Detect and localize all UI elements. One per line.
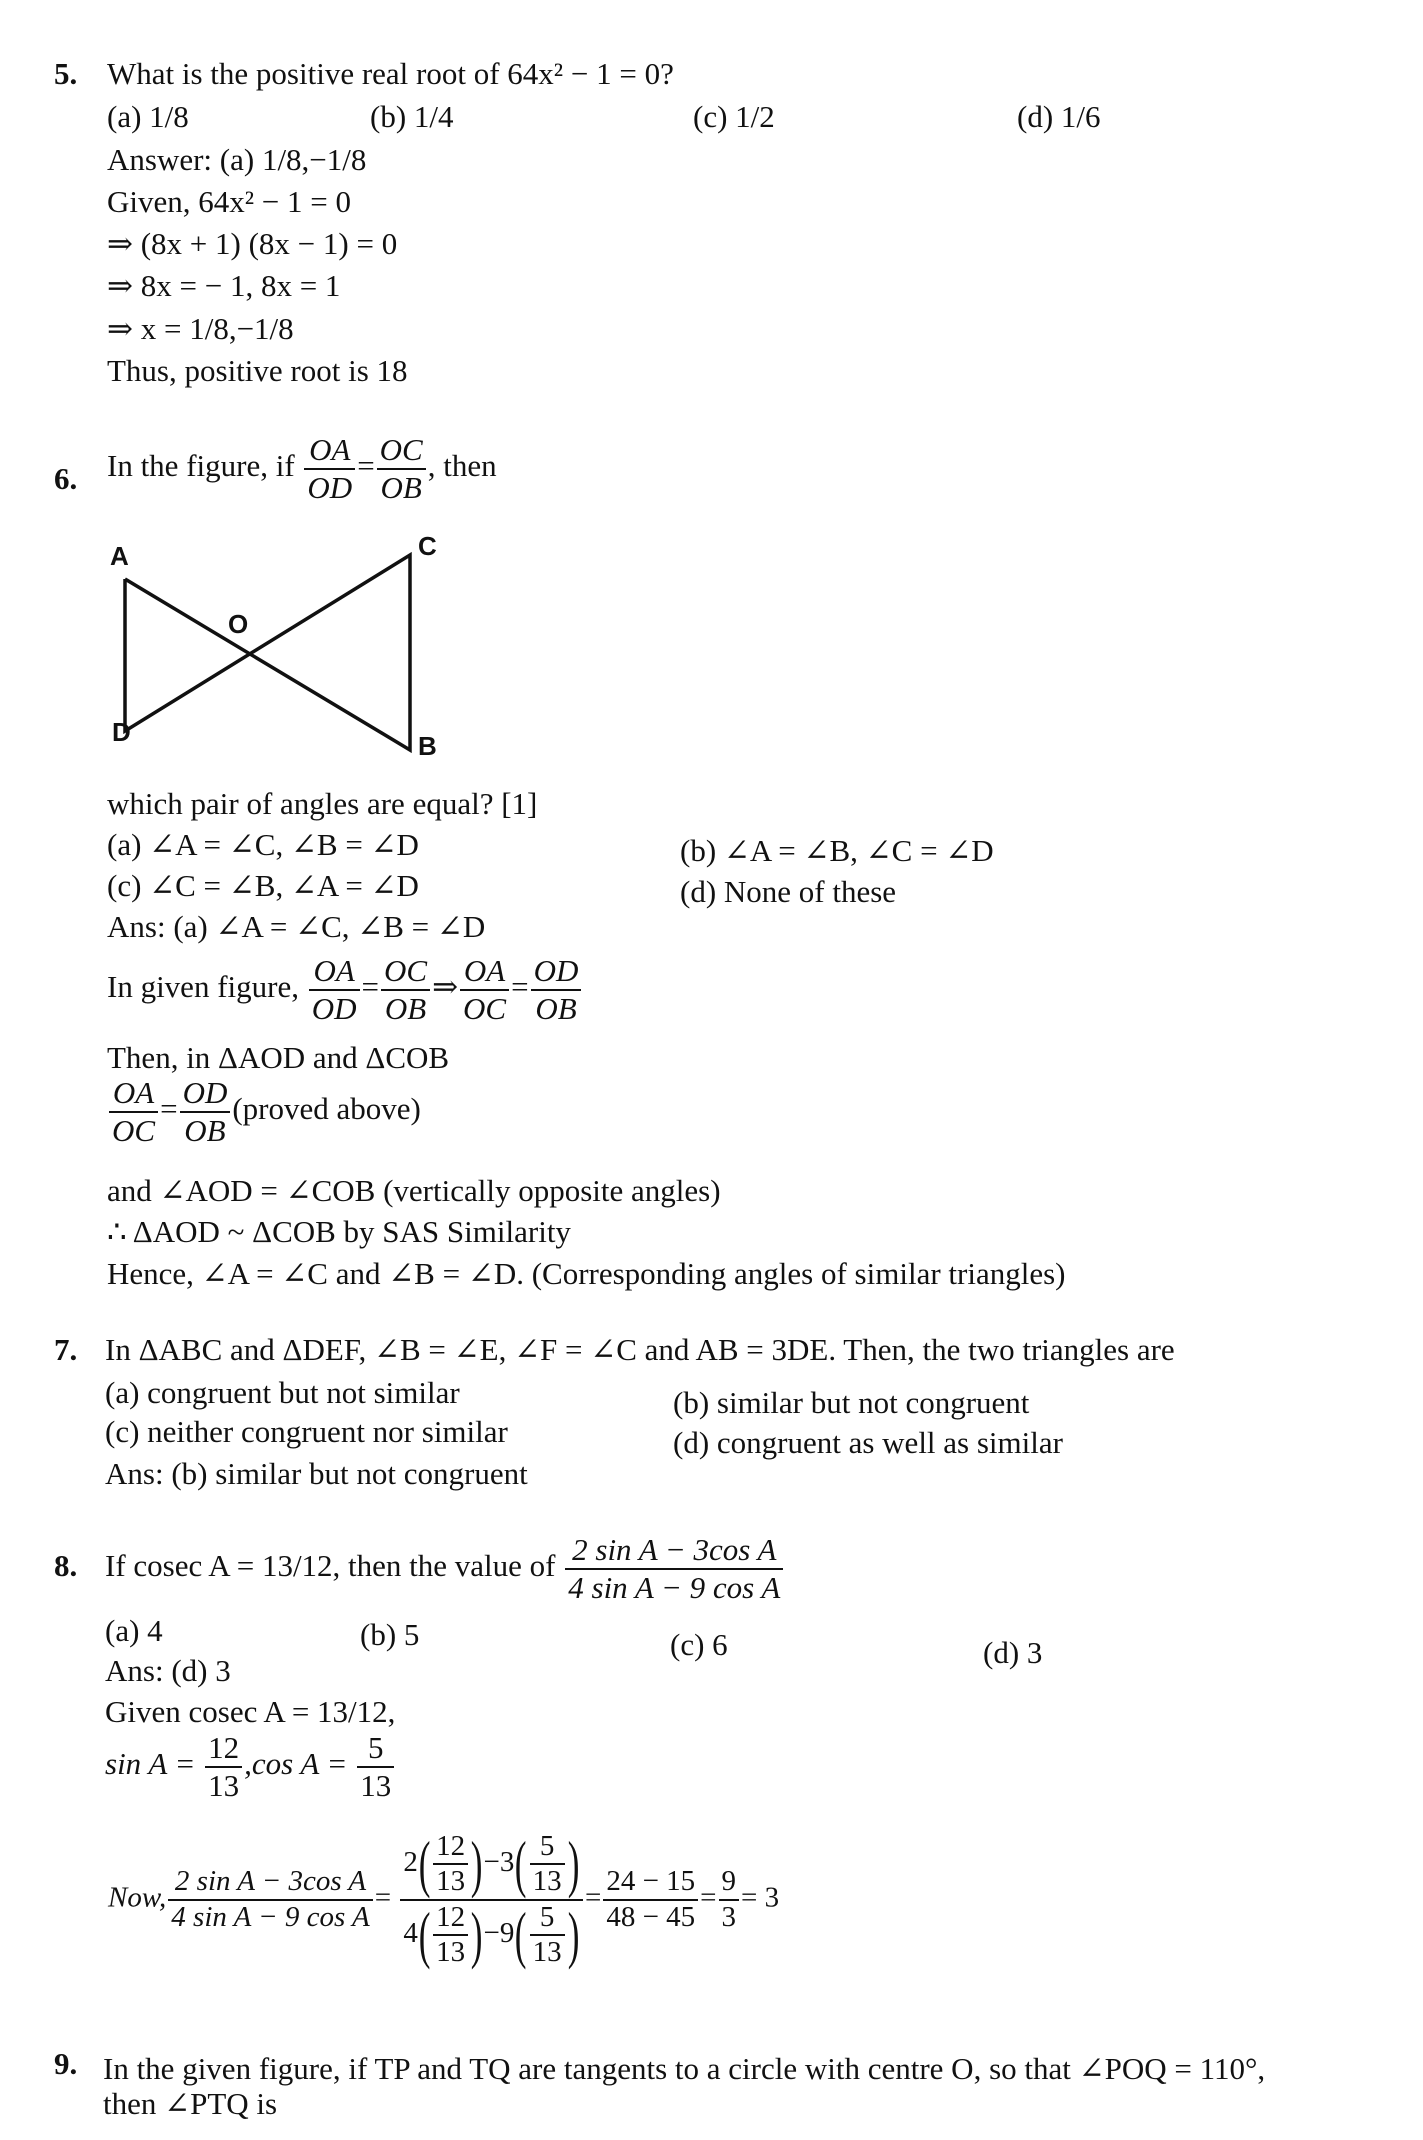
denominator: 13 <box>532 1936 562 1969</box>
fraction-expression <box>565 1532 783 1605</box>
now-label: Now, <box>108 1881 167 1914</box>
denominator: OD <box>311 990 357 1026</box>
left-paren: ( <box>418 1899 431 1971</box>
fraction-5-13 <box>357 1730 394 1803</box>
equals-sign: = <box>511 968 529 1004</box>
coefficient: 9 <box>499 1916 515 1949</box>
numerator: 12 <box>433 1901 468 1936</box>
q8-option-c: (c) 6 <box>670 1627 728 1662</box>
q5-option-b: (b) 1/4 <box>370 99 454 134</box>
q7-answer: Ans: (b) similar but not congruent <box>105 1456 528 1491</box>
numerator: 2 sin A − 3cos A <box>168 1865 372 1900</box>
q8-sin-cos-line <box>105 1730 396 1803</box>
numerator: 24 − 15 <box>603 1865 698 1900</box>
equals-sign: = <box>584 1881 602 1914</box>
equals-sign: = <box>361 968 379 1004</box>
fraction-oc-ob <box>381 953 430 1026</box>
q9-question-line-2: then ∠PTQ is <box>103 2086 278 2121</box>
q8-option-d: (d) 3 <box>983 1635 1043 1670</box>
q6-hence-line: Hence, ∠A = ∠C and ∠B = ∠D. (Corresponding angles of similar triangles) <box>107 1256 1066 1291</box>
q6-question-2: which pair of angles are equal? [1] <box>107 786 538 821</box>
minus-sign: − <box>483 1916 500 1949</box>
numerator <box>400 1830 583 1901</box>
denominator: 13 <box>208 1767 240 1803</box>
q5-option-c: (c) 1/2 <box>693 99 775 134</box>
figure-label-b: B <box>418 731 437 761</box>
fraction-9-3 <box>719 1865 740 1934</box>
cos-label: ,cos A = <box>244 1745 348 1781</box>
final-result: = 3 <box>741 1881 780 1914</box>
right-paren: ) <box>567 1828 580 1900</box>
q6-question-text: In the figure, if <box>107 447 295 483</box>
denominator: OC <box>112 1112 156 1148</box>
q6-question-text: , then <box>427 447 497 483</box>
figure-label-o: O <box>228 609 249 639</box>
fraction-5-13 <box>530 1901 565 1970</box>
fraction-12-13 <box>433 1901 468 1970</box>
q8-now-equation <box>108 1830 779 1969</box>
q5-line: ⇒ x = 1/8,−1/8 <box>107 311 294 346</box>
numerator: 12 <box>205 1730 242 1768</box>
left-paren: ( <box>418 1828 431 1900</box>
numerator: OD <box>180 1075 231 1113</box>
q6-option-c: (c) ∠C = ∠B, ∠A = ∠D <box>107 868 419 903</box>
figure-label-a: A <box>110 541 129 571</box>
numerator: OC <box>381 953 430 991</box>
q7-option-a: (a) congruent but not similar <box>105 1375 460 1410</box>
fraction-12-13 <box>433 1830 468 1899</box>
fraction-expression <box>168 1865 372 1934</box>
q7-number: 7. <box>54 1332 78 1367</box>
q8-question <box>105 1532 785 1605</box>
implies-symbol: ⇒ <box>432 968 459 1004</box>
left-paren: ( <box>515 1899 527 1971</box>
proved-above-text: (proved above) <box>232 1090 421 1126</box>
q8-number: 8. <box>54 1548 78 1583</box>
denominator: OB <box>184 1112 226 1148</box>
q8-question-text: If cosec A = 13/12, then the value of <box>105 1547 556 1583</box>
denominator: OD <box>307 469 353 505</box>
denominator: 4 sin A − 9 cos A <box>171 1900 370 1933</box>
q9-question-line-1: In the given figure, if TP and TQ are tangents to a circle with centre O, so that ∠POQ = 110°, <box>103 2051 1266 2086</box>
q6-option-a: (a) ∠A = ∠C, ∠B = ∠D <box>107 827 419 862</box>
equals-sign: = <box>700 1881 717 1914</box>
q6-number: 6. <box>54 461 78 496</box>
coefficient: 4 <box>403 1916 418 1949</box>
denominator: OB <box>535 990 577 1026</box>
fraction-oa-oc <box>109 1075 158 1148</box>
denominator: 13 <box>436 1936 466 1969</box>
denominator: OB <box>384 990 427 1026</box>
q6-question <box>107 432 497 505</box>
fraction-arithmetic <box>603 1865 698 1934</box>
numerator: 12 <box>433 1830 468 1865</box>
denominator: 3 <box>721 1900 737 1933</box>
denominator: 13 <box>532 1865 562 1898</box>
given-text: In given figure, <box>107 968 299 1004</box>
q5-answer: Answer: (a) 1/8,−1/8 <box>107 142 367 177</box>
q6-then-line: Then, in ΔAOD and ΔCOB <box>107 1040 450 1075</box>
denominator <box>400 1901 583 1970</box>
q5-line: ⇒ (8x + 1) (8x − 1) = 0 <box>107 226 398 261</box>
numerator: OA <box>304 432 355 470</box>
denominator: OC <box>463 990 507 1026</box>
q6-proved-line <box>107 1075 421 1148</box>
q6-sas-line: ∴ ΔAOD ~ ΔCOB by SAS Similarity <box>107 1214 571 1249</box>
coefficient: 2 <box>403 1846 418 1878</box>
fraction-oc-ob <box>377 432 426 505</box>
q6-given-line <box>107 953 583 1026</box>
q5-question: What is the positive real root of 64x² − 1 = 0? <box>107 56 674 91</box>
figure-label-c: C <box>418 535 437 561</box>
fraction-12-13 <box>205 1730 242 1803</box>
coefficient: 3 <box>499 1846 515 1878</box>
q8-option-a: (a) 4 <box>105 1613 163 1648</box>
fraction-substituted <box>400 1830 583 1969</box>
q7-question: In ΔABC and ΔDEF, ∠B = ∠E, ∠F = ∠C and AB = 3DE. Then, the two triangles are <box>105 1332 1175 1367</box>
q8-option-b: (b) 5 <box>360 1617 420 1652</box>
fraction-od-ob <box>531 953 582 1026</box>
equals-sign: = <box>160 1090 178 1126</box>
q5-option-a: (a) 1/8 <box>107 99 189 134</box>
fraction-oa-oc <box>460 953 509 1026</box>
denominator: 13 <box>436 1865 466 1898</box>
q8-answer: Ans: (d) 3 <box>105 1653 231 1688</box>
figure-label-d: D <box>112 717 131 747</box>
q7-option-d: (d) congruent as well as similar <box>673 1425 1063 1460</box>
right-paren: ) <box>470 1828 483 1900</box>
numerator: OA <box>460 953 509 991</box>
left-paren: ( <box>515 1828 527 1900</box>
equals-sign: = <box>374 1881 392 1914</box>
numerator: 9 <box>719 1865 740 1900</box>
q5-number: 5. <box>54 56 78 91</box>
numerator: OC <box>377 432 426 470</box>
minus-sign: − <box>483 1846 500 1878</box>
fraction-od-ob <box>180 1075 231 1148</box>
denominator: OB <box>380 469 422 505</box>
fraction-oa-od <box>309 953 360 1026</box>
right-paren: ) <box>567 1899 580 1971</box>
numerator: 5 <box>530 1901 565 1936</box>
numerator: OA <box>109 1075 158 1113</box>
q5-option-d: (d) 1/6 <box>1017 99 1101 134</box>
q8-given: Given cosec A = 13/12, <box>105 1694 396 1729</box>
q7-option-b: (b) similar but not congruent <box>673 1385 1030 1420</box>
q6-option-b: (b) ∠A = ∠B, ∠C = ∠D <box>680 833 994 868</box>
numerator: 5 <box>357 1730 394 1768</box>
q9-number: 9. <box>54 2046 78 2081</box>
q5-line: Given, 64x² − 1 = 0 <box>107 184 352 219</box>
numerator: 2 sin A − 3cos A <box>565 1532 783 1570</box>
denominator: 13 <box>360 1767 392 1803</box>
figure-lines <box>125 555 410 750</box>
right-paren: ) <box>470 1899 483 1971</box>
q5-line: ⇒ 8x = − 1, 8x = 1 <box>107 268 341 303</box>
q6-option-d: (d) None of these <box>680 874 897 909</box>
q7-option-c: (c) neither congruent nor similar <box>105 1414 508 1449</box>
fraction-oa-od <box>304 432 355 505</box>
q5-line: Thus, positive root is 18 <box>107 353 408 388</box>
fraction-5-13 <box>530 1830 565 1899</box>
q6-answer: Ans: (a) ∠A = ∠C, ∠B = ∠D <box>107 909 486 944</box>
bowtie-triangle-figure <box>100 535 460 770</box>
q6-vert-angles: and ∠AOD = ∠COB (vertically opposite angles) <box>107 1173 721 1208</box>
numerator: OD <box>531 953 582 991</box>
numerator: 5 <box>530 1830 565 1865</box>
sin-label: sin A = <box>105 1745 196 1781</box>
equals-sign: = <box>357 447 375 483</box>
numerator: OA <box>309 953 360 991</box>
denominator: 4 sin A − 9 cos A <box>568 1569 781 1605</box>
denominator: 48 − 45 <box>606 1900 696 1933</box>
